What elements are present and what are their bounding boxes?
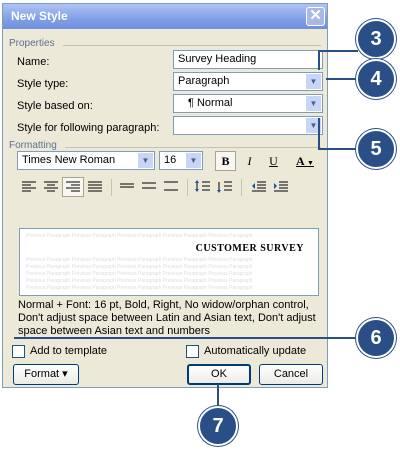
- preview-heading: CUSTOMER SURVEY: [195, 243, 304, 254]
- new-style-dialog: [2, 3, 328, 388]
- chevron-down-icon[interactable]: ▼: [186, 153, 201, 168]
- name-field[interactable]: [173, 50, 323, 69]
- chevron-down-icon[interactable]: ▼: [138, 153, 153, 168]
- font-color-icon: A: [296, 154, 305, 168]
- formatting-divider: [65, 147, 321, 148]
- properties-divider: [63, 45, 321, 46]
- add-to-template-checkbox[interactable]: [12, 345, 25, 358]
- size-value: 16: [164, 154, 177, 166]
- auto-update-checkbox[interactable]: [186, 345, 199, 358]
- preview-previous-text: Previous Paragraph Previous Paragraph Previous Paragraph Previous Paragraph Previous Paragraph: [26, 233, 253, 239]
- justify-icon[interactable]: [85, 178, 105, 196]
- title-bar[interactable]: [3, 4, 327, 29]
- cancel-button[interactable]: Cancel: [259, 364, 323, 385]
- separator: [241, 179, 242, 196]
- one-half-spacing-icon[interactable]: [139, 178, 159, 196]
- auto-update-label[interactable]: Automatically update: [204, 345, 307, 357]
- underline-button[interactable]: U: [269, 154, 278, 168]
- dialog-title: New Style: [11, 9, 68, 23]
- italic-button[interactable]: I: [247, 154, 252, 168]
- font-color-button[interactable]: A ▼: [296, 154, 314, 168]
- align-left-icon[interactable]: [19, 178, 39, 196]
- style-description: Normal + Font: 16 pt, Bold, Right, No widow/orphan control, Don't adjust space between Latin and Asian text, Don't adjust space between Asian text and numbers: [18, 299, 316, 337]
- style-type-label: Style type:: [17, 78, 69, 90]
- add-to-template-label[interactable]: Add to template: [30, 345, 108, 357]
- callout-6: 6: [356, 318, 396, 358]
- ok-button[interactable]: OK: [187, 364, 251, 385]
- style-preview: [19, 228, 319, 296]
- double-spacing-icon[interactable]: [161, 178, 181, 196]
- chevron-down-icon[interactable]: ▼: [306, 118, 321, 133]
- style-type-select[interactable]: [173, 72, 323, 91]
- formatting-group-label: Formatting: [9, 140, 57, 151]
- space-before-icon[interactable]: [193, 178, 213, 196]
- callout-7: 7: [198, 406, 238, 446]
- name-label: Name:: [17, 56, 50, 68]
- based-on-value: ¶ Normal: [188, 97, 233, 109]
- preview-filler-line: Previous Paragraph Previous Paragraph Previous Paragraph Previous Paragraph Previous Paragraph: [26, 285, 253, 291]
- increase-indent-icon[interactable]: [271, 178, 291, 196]
- separator: [111, 179, 112, 196]
- align-center-icon[interactable]: [41, 178, 61, 196]
- callout-leader: [14, 337, 358, 339]
- align-right-icon[interactable]: [63, 178, 83, 196]
- preview-filler-line: Previous Paragraph Previous Paragraph Previous Paragraph Previous Paragraph Previous Paragraph: [26, 278, 253, 284]
- style-type-value: Paragraph: [178, 75, 230, 87]
- font-value: Times New Roman: [22, 154, 116, 166]
- preview-filler-line: Previous Paragraph Previous Paragraph Previous Paragraph Previous Paragraph Previous Paragraph: [26, 257, 253, 263]
- callout-leader: [326, 78, 358, 80]
- callout-leader: [318, 148, 358, 150]
- following-paragraph-select[interactable]: [173, 116, 323, 135]
- name-value: Survey Heading: [178, 53, 257, 65]
- callout-leader: [318, 50, 320, 70]
- single-spacing-icon[interactable]: [117, 178, 137, 196]
- chevron-down-icon[interactable]: ▼: [306, 96, 321, 111]
- preview-filler-line: Previous Paragraph Previous Paragraph Previous Paragraph Previous Paragraph Previous Paragraph: [26, 264, 253, 270]
- decrease-indent-icon[interactable]: [249, 178, 269, 196]
- size-select[interactable]: [159, 151, 203, 170]
- properties-group-label: Properties: [9, 38, 55, 49]
- callout-leader: [318, 50, 358, 52]
- based-on-label: Style based on:: [17, 100, 93, 112]
- callout-3: 3: [356, 19, 396, 59]
- close-icon: ✕: [309, 7, 322, 24]
- callout-4: 4: [356, 59, 396, 99]
- font-select[interactable]: [17, 151, 155, 170]
- preview-filler-line: Previous Paragraph Previous Paragraph Previous Paragraph Previous Paragraph Previous Paragraph: [26, 271, 253, 277]
- space-after-icon[interactable]: [215, 178, 235, 196]
- separator: [187, 179, 188, 196]
- callout-leader: [318, 118, 320, 148]
- callout-5: 5: [356, 129, 396, 169]
- format-menu-button[interactable]: Format ▾: [13, 364, 79, 385]
- bold-button[interactable]: B: [215, 151, 236, 171]
- chevron-down-icon[interactable]: ▼: [306, 74, 321, 89]
- callout-leader: [217, 384, 219, 408]
- following-paragraph-label: Style for following paragraph:: [17, 122, 160, 134]
- based-on-select[interactable]: [173, 94, 323, 113]
- close-button[interactable]: [306, 7, 325, 26]
